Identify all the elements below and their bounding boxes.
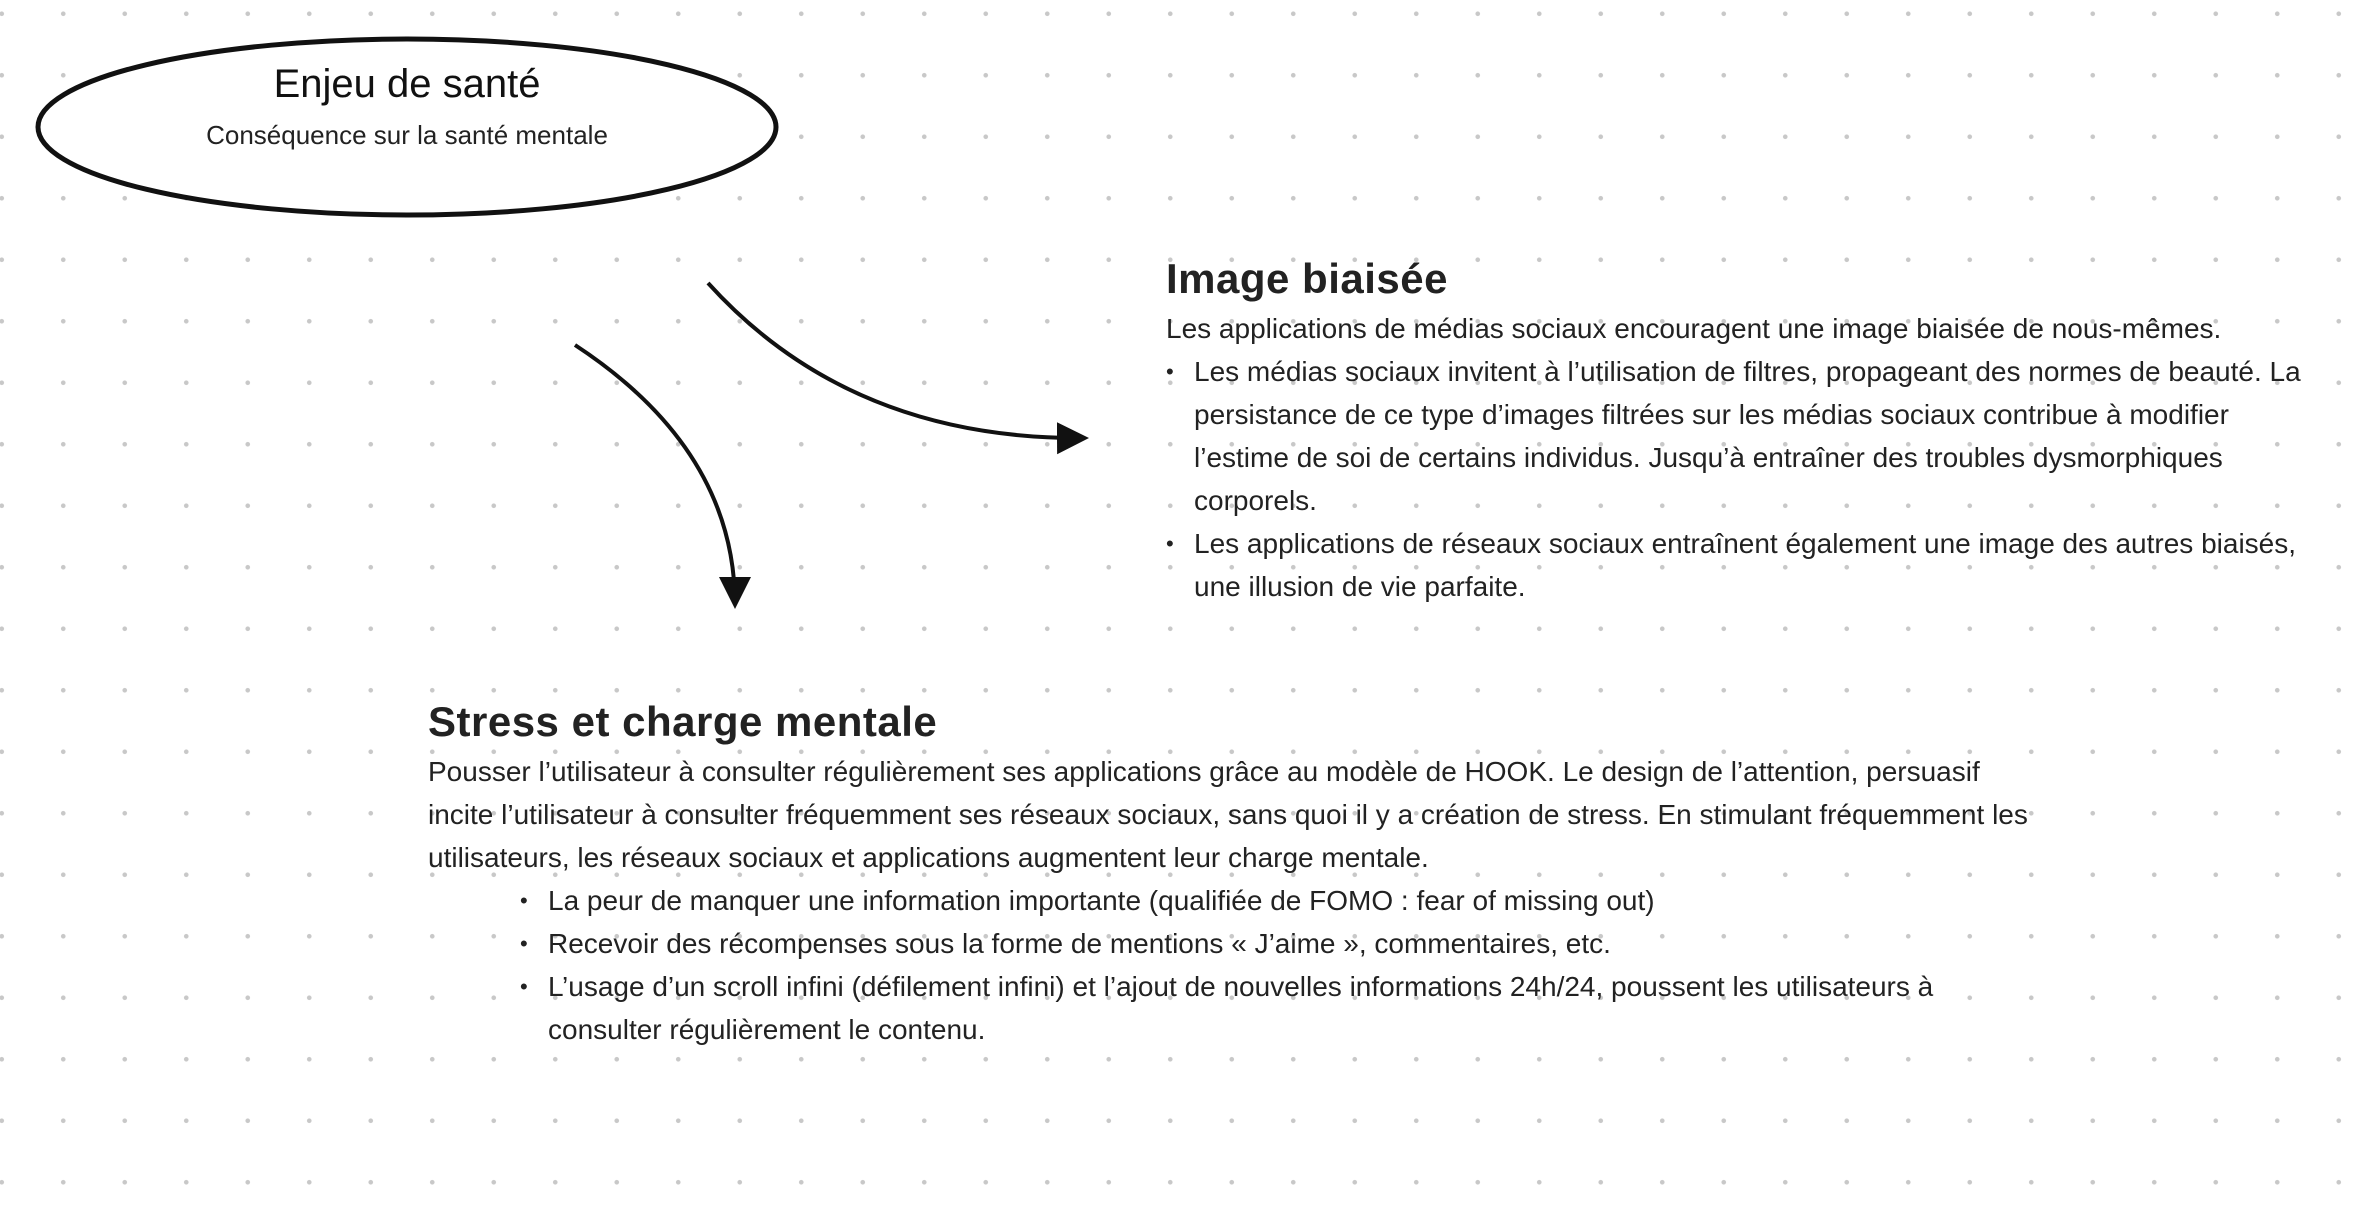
stress-heading: Stress et charge mentale [428, 698, 938, 745]
list-item: • Recevoir des récompenses sous la forme de mentions « J’aime », commentaires, etc. [520, 922, 1970, 965]
image-biaisee-heading: Image biaisée [1166, 255, 1448, 302]
stress-section [428, 698, 2028, 1051]
list-item: • Les applications de réseaux sociaux entraînent également une image des autres biaisés, une illusion de vie parfaite. [1166, 522, 2306, 608]
list-item: • L’usage d’un scroll infini (défilement infini) et l’ajout de nouvelles informations 24h/24, poussent les utilisateurs à consulter régulièrement le contenu. [520, 965, 1970, 1051]
image-biaisee-list [1166, 350, 2306, 608]
arrow-to-stress[interactable] [575, 345, 735, 605]
arrow-to-image-biaisee[interactable] [708, 283, 1085, 438]
image-biaisee-section [1166, 255, 2306, 608]
central-node-subtitle: Conséquence sur la santé mentale [206, 120, 608, 150]
stress-list [520, 879, 1970, 1051]
central-node-title: Enjeu de santé [273, 62, 541, 106]
stress-intro: Pousser l’utilisateur à consulter régulièrement ses applications grâce au modèle de HOOK. Le design de l’attention, persuasif incite l’utilisateur à consulter fréquemment ses réseaux sociaux, sans quoi il y a création de stress. En stimulant fréquemment les utilisateurs, les réseaux sociaux et applications augmentent leur charge mentale. [428, 756, 2028, 873]
list-item: • Les médias sociaux invitent à l’utilisation de filtres, propageant des normes de beauté. La persistance de ce type d’images filtrées sur les médias sociaux contribue à modifier l’estime de soi de certains individus. Jusqu’à entraîner des troubles dysmorphiques corporels. [1166, 350, 2306, 522]
list-item: • La peur de manquer une information importante (qualifiée de FOMO : fear of missing out) [520, 879, 1970, 922]
image-biaisee-intro: Les applications de médias sociaux encouragent une image biaisée de nous-mêmes. [1166, 313, 2222, 344]
